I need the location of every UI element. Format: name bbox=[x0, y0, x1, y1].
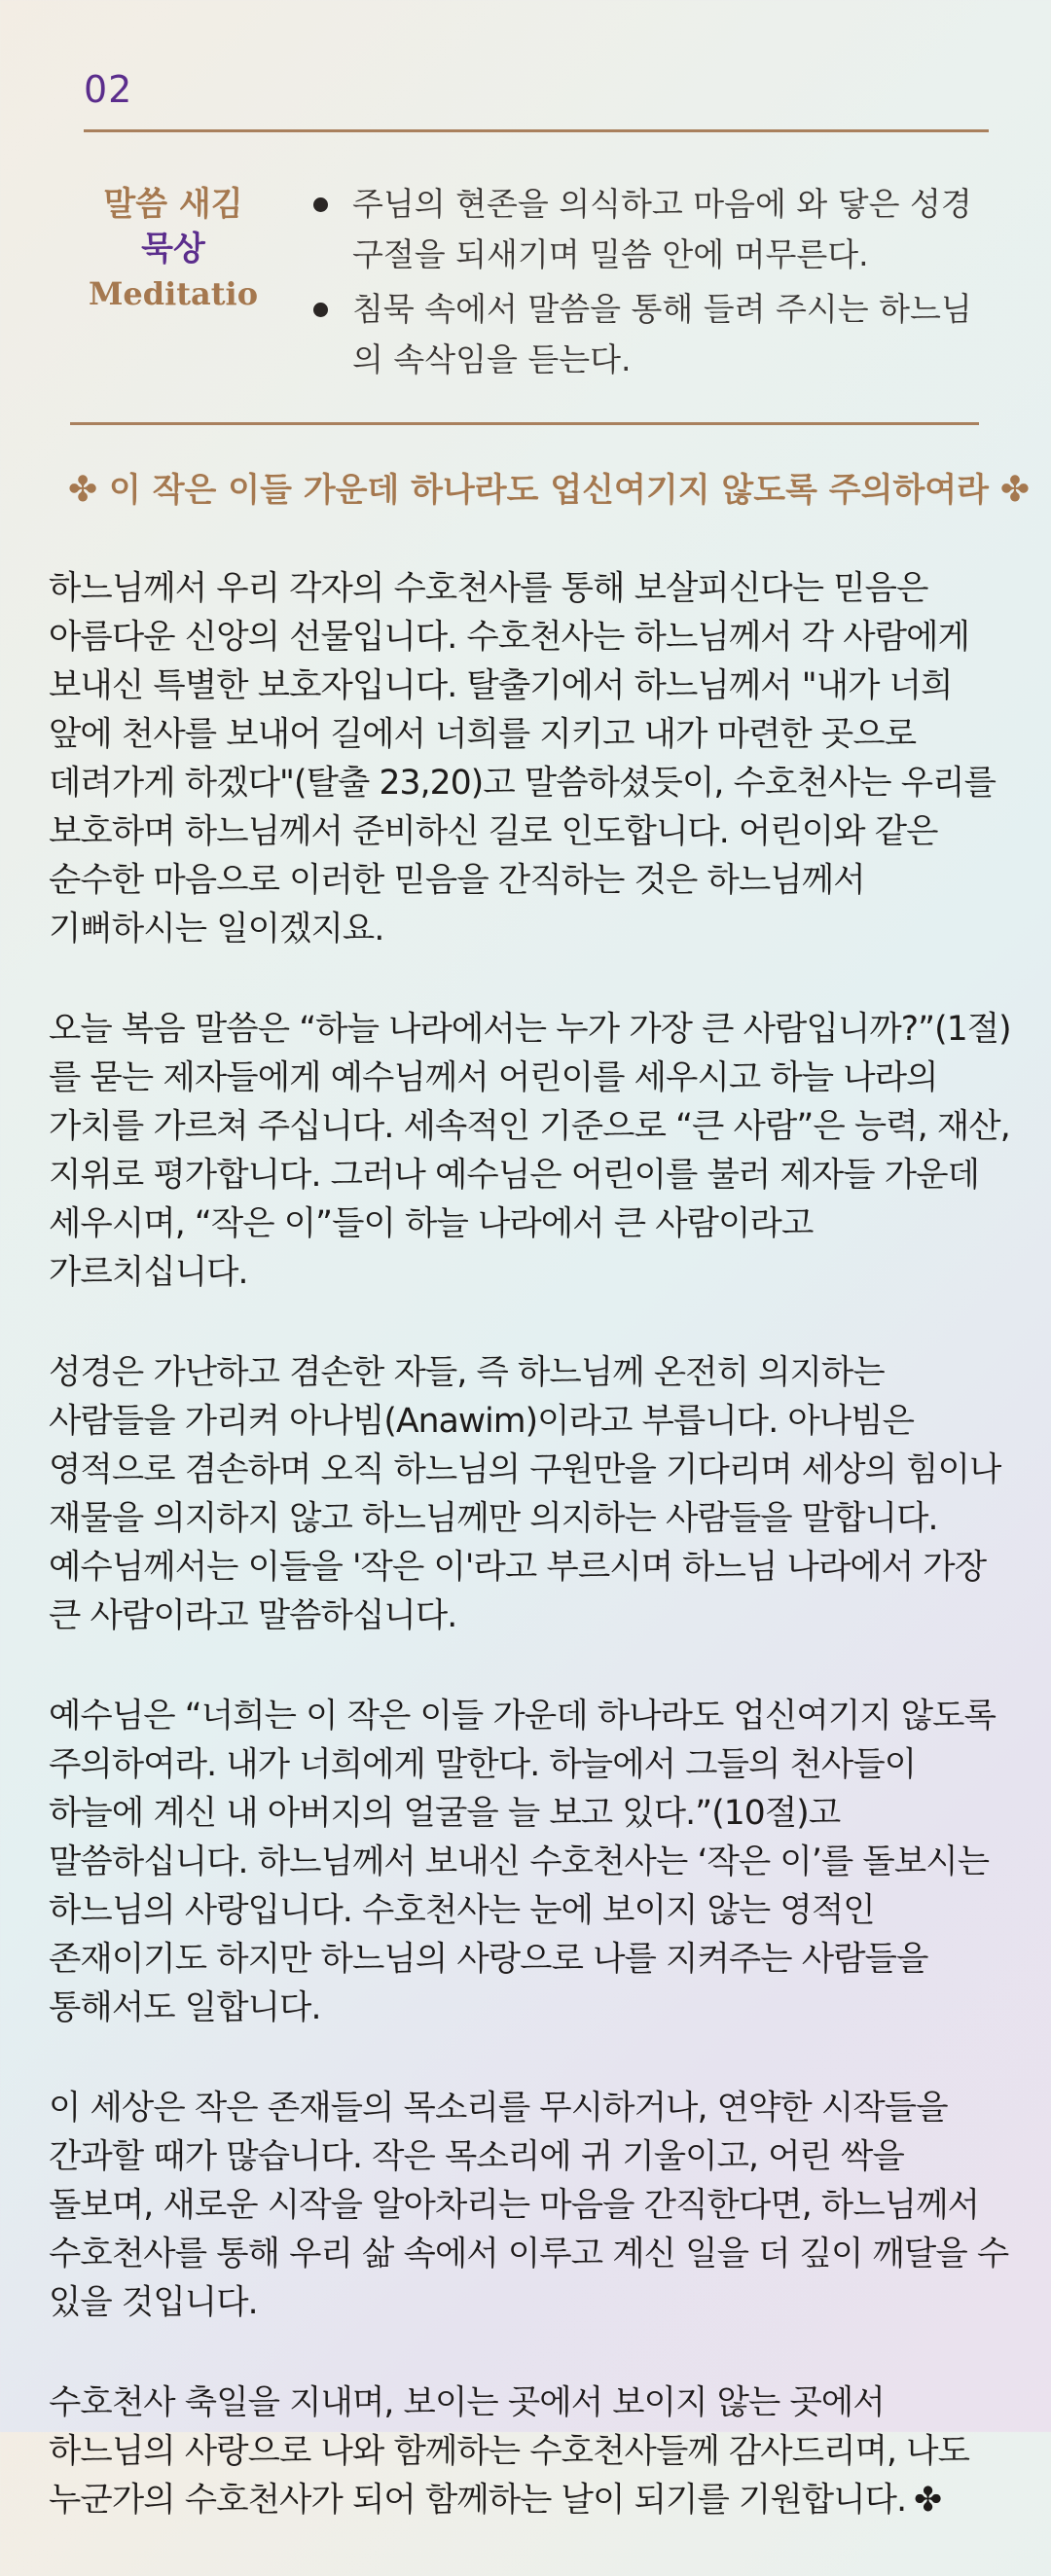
paragraph: 성경은 가난하고 겸손한 자들, 즉 하느님께 온전히 의지하는 사람들을 가리켜 아나빔(Anawim)이라고 부릅니다. 아나빔은 영적으로 겸손하며 오직 하느님의 구원만을 기다리며 세상의 힘이나 재물을 의지하지 않고 하느님께만 의지하는 사람들을 말합니다. 예수님께서는 이들을 '작은 이'라고 부르시며 하느님 나라에서 가장 큰 사람이라고 말씀하십니다. bbox=[49, 1353, 1001, 1635]
end-clover-icon: ✤ bbox=[914, 2481, 942, 2520]
top-divider bbox=[84, 129, 989, 132]
section-label-latin: Meditatio bbox=[88, 275, 259, 313]
paragraph: 오늘 복음 말씀은 “하늘 나라에서는 누가 가장 큰 사람입니까?”(1절)를 묻는 제자들에게 예수님께서 어린이를 세우시고 하늘 나라의 가치를 가르쳐 주십니다. 세속적인 기준으로 “큰 사람”은 능력, 재산, 지위로 평가합니다. 그러나 예수님은 어린이를 불러 제자들 가운데 세우시며, “작은 이”들이 하늘 나라에서 큰 사람이라고 가르치십니다. bbox=[49, 1010, 1011, 1292]
section-label-meditation: 묵상 bbox=[141, 230, 205, 269]
section-label bbox=[76, 185, 271, 313]
meditation-guide-list bbox=[311, 179, 993, 389]
scripture-heading-text: 이 작은 이들 가운데 하나라도 업신여기지 않도록 주의하여라 bbox=[109, 471, 989, 510]
paragraph-last bbox=[49, 2379, 1012, 2524]
guide-item bbox=[311, 179, 993, 280]
guide-item-text: 침묵 속에서 말씀을 통해 들려 주시는 하느님의 속삭임을 듣는다. bbox=[352, 290, 972, 378]
bullet-icon bbox=[313, 197, 328, 212]
clover-icon: ✤ bbox=[999, 470, 1030, 510]
page-number: 02 bbox=[84, 68, 133, 111]
paragraph: 이 세상은 작은 존재들의 목소리를 무시하거나, 연약한 시작들을 간과할 때가 많습니다. 작은 목소리에 귀 기울이고, 어린 싹을 돌보며, 새로운 시작을 알아차리는 마음을 간직한다면, 하느님께서 수호천사를 통해 우리 삶 속에서 이루고 계신 일을 더 깊이 깨달을 수 있을 것입니다. bbox=[49, 2089, 1009, 2322]
guide-item-text: 주님의 현존을 의식하고 마음에 와 닿은 성경구절을 되새기며 밀씀 안에 머무른다. bbox=[352, 185, 972, 273]
scripture-heading bbox=[68, 463, 1030, 511]
section-label-korean: 말씀 새김 bbox=[103, 185, 243, 224]
paragraph: 하느님께서 우리 각자의 수호천사를 통해 보살피신다는 믿음은 아름다운 신앙의 선물입니다. 수호천사는 하느님께서 각 사람에게 보내신 특별한 보호자입니다. 탈출기에서 하느님께서 "내가 너희 앞에 천사를 보내어 길에서 너희를 지키고 내가 마련한 곳으로 데려가게 하겠다"(탈출 23,20)고 말씀하셨듯이, 수호천사는 우리를 보호하며 하느님께서 준비하신 길로 인도합니다. 어린이와 같은 순수한 마음으로 이러한 믿음을 간직하는 것은 하느님께서 기뻐하시는 일이겠지요. bbox=[49, 569, 996, 948]
clover-icon: ✤ bbox=[68, 470, 98, 510]
paragraph: 예수님은 “너희는 이 작은 이들 가운데 하나라도 업신여기지 않도록 주의하여라. 내가 너희에게 말한다. 하늘에서 그들의 천사들이 하늘에 계신 내 아버지의 얼굴을 늘 보고 있다.”(10절)고 말씀하십니다. 하느님께서 보내신 수호천사는 ‘작은 이’를 돌보시는 하느님의 사랑입니다. 수호천사는 눈에 보이지 않는 영적인 존재이기도 하지만 하느님의 사랑으로 나를 지켜주는 사람들을 통해서도 일합니다. bbox=[49, 1697, 997, 2027]
paragraph-text: 수호천사 축일을 지내며, 보이는 곳에서 보이지 않는 곳에서 하느님의 사랑으로 나와 함께하는 수호천사들께 감사드리며, 나도 누군가의 수호천사가 되어 함께하는 날이 되기를 기원합니다. bbox=[49, 2383, 969, 2520]
guide-item bbox=[311, 284, 993, 385]
bottom-divider bbox=[70, 422, 979, 425]
reflection-body bbox=[49, 564, 1012, 2576]
bullet-icon bbox=[313, 303, 328, 317]
